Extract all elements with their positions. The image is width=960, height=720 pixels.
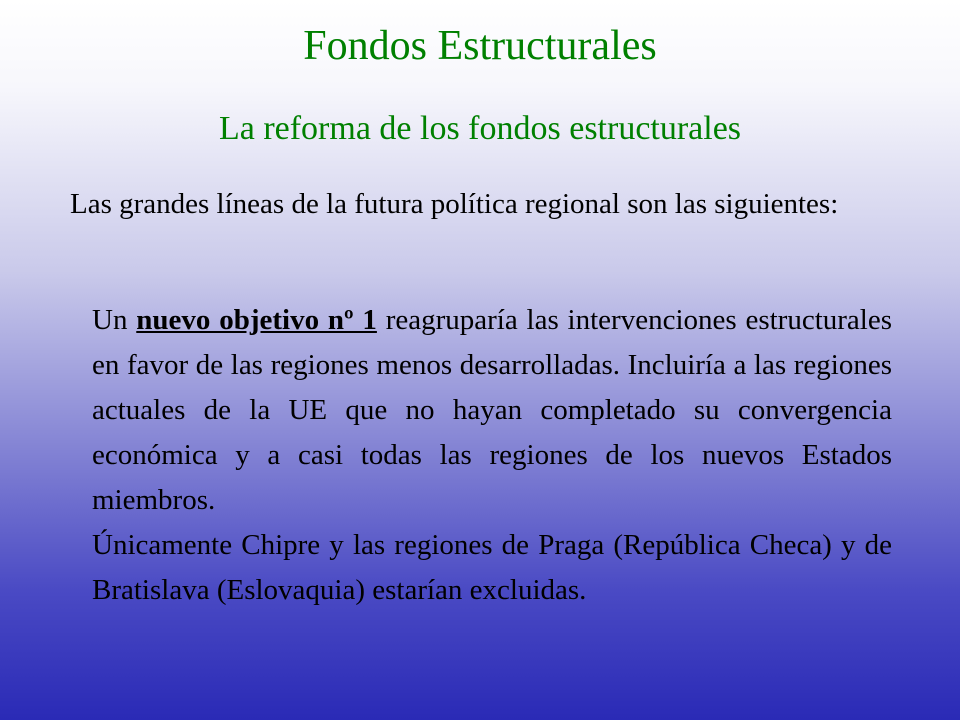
paragraph-objective-1 <box>92 298 892 523</box>
paragraph-lead: Un <box>92 304 137 336</box>
intro-text: Las grandes líneas de la futura política regional son las siguientes: <box>70 188 839 220</box>
paragraph-rest: reagruparía las intervenciones estructurales en favor de las regiones menos desarrolladas. Incluiría a las regiones actuales de la UE que no hayan completado su convergencia económica y a casi todas las regiones de los nuevos Estados miembros. <box>92 304 893 516</box>
emphasis-new-objective: nuevo objetivo nº 1 <box>136 304 377 336</box>
slide-title: Fondos Estructurales <box>303 23 657 69</box>
paragraph-exclusions: Únicamente Chipre y las regiones de Praga (República Checa) y de Bratislava (Eslovaquia) estarían excluidas. <box>92 529 892 606</box>
slide-subtitle: La reforma de los fondos estructurales <box>218 110 742 147</box>
body-block <box>92 298 892 613</box>
